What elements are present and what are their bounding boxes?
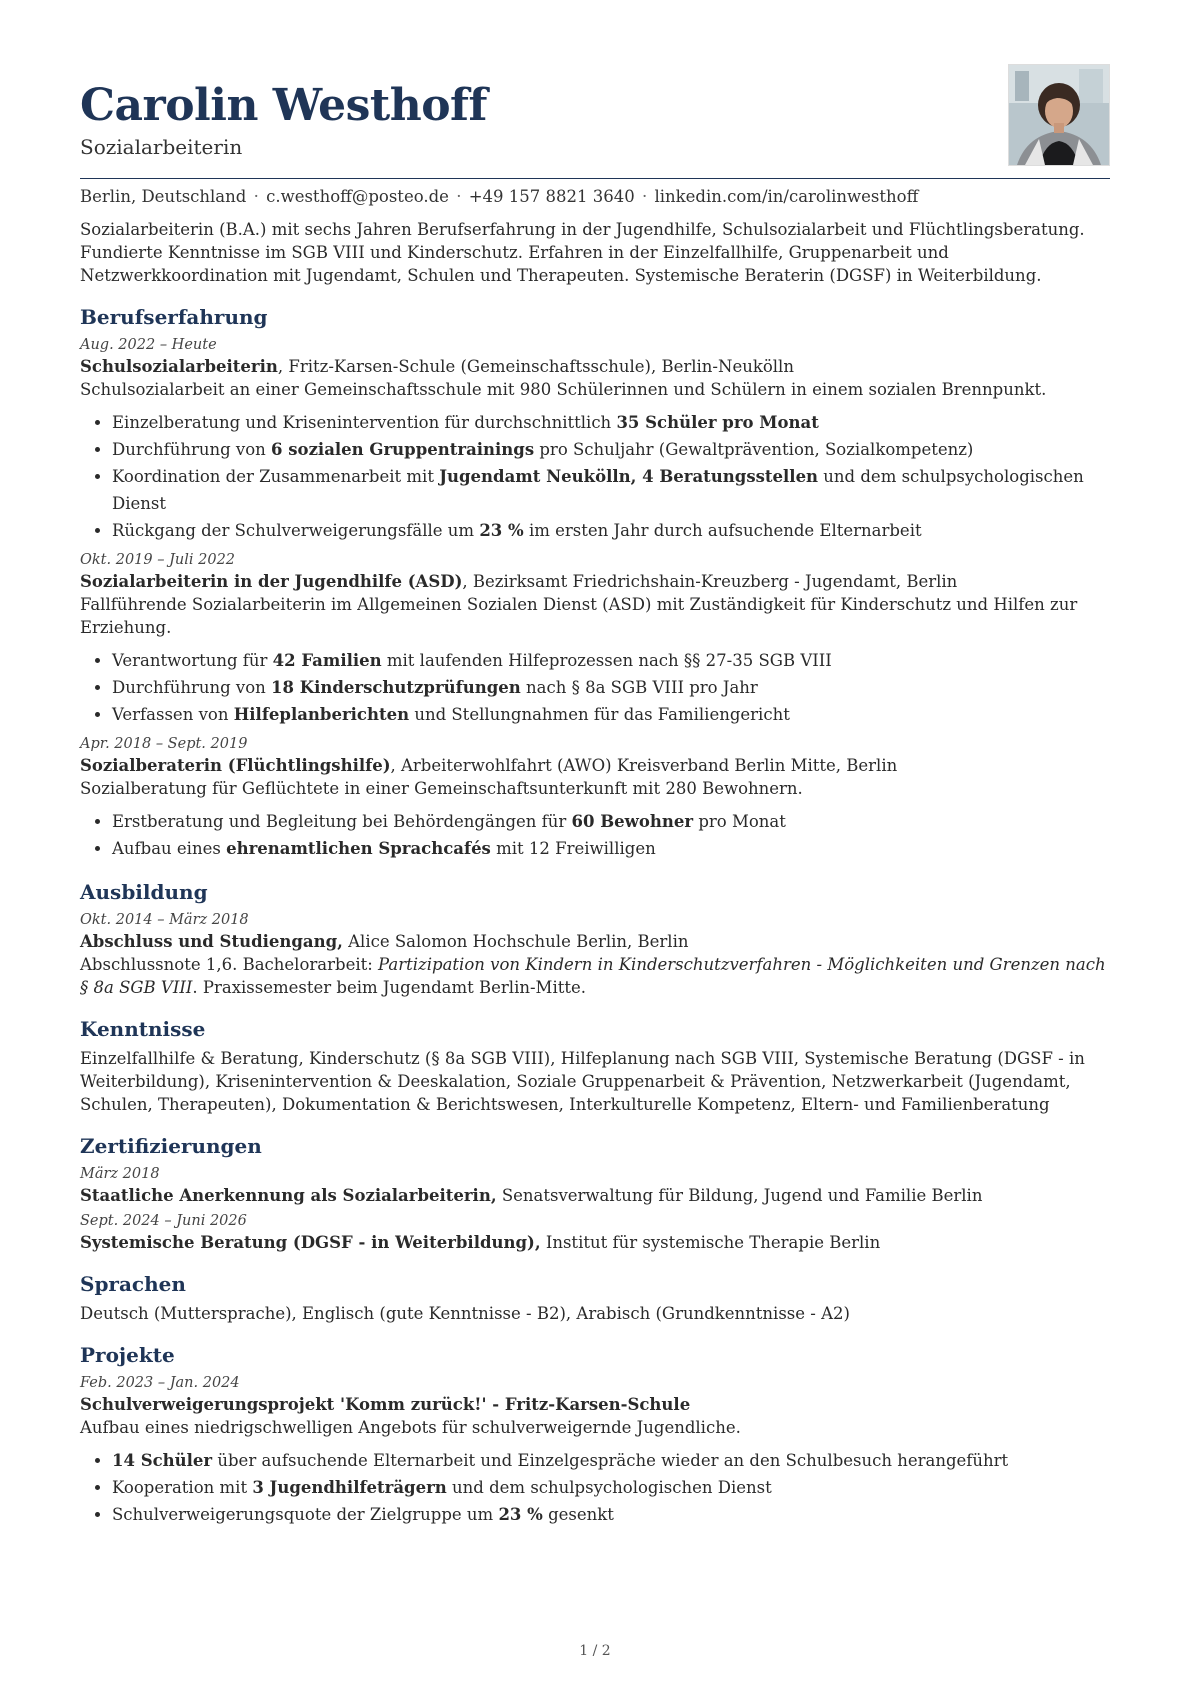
education-degree: Abschluss und Studiengang, <box>80 932 343 951</box>
achievement-item <box>112 409 1110 436</box>
achievement-text: pro Monat <box>693 812 786 831</box>
achievement-item <box>112 808 1110 835</box>
achievement-item <box>112 463 1110 517</box>
certification-entry <box>80 1211 1110 1254</box>
job-title-line <box>80 570 1110 593</box>
contact-email[interactable]: c.westhoff@posteo.de <box>266 187 449 206</box>
achievement-text: Aufbau eines <box>112 839 227 858</box>
achievement-highlight: 18 Kinderschutzprüfungen <box>271 678 521 697</box>
achievement-highlight: Hilfeplanberichten <box>233 705 410 724</box>
contact-separator: · <box>456 187 462 206</box>
job-position: Sozialberaterin (Flüchtlingshilfe) <box>80 756 391 775</box>
job-description: Sozialberatung für Geflüchtete in einer Gemeinschaftsunterkunft mit 280 Bewohnern. <box>80 779 803 798</box>
contact-phone[interactable]: +49 157 8821 3640 <box>468 187 635 206</box>
education-detail <box>80 953 1110 999</box>
achievement-item <box>112 1474 1110 1501</box>
profile-photo <box>1008 64 1110 166</box>
achievement-item <box>112 701 1110 728</box>
achievement-item <box>112 647 1110 674</box>
achievement-text: Koordination der Zusammenarbeit mit <box>112 467 440 486</box>
job-achievements <box>80 647 1110 728</box>
job-entry <box>80 550 1110 728</box>
achievement-text: Verfassen von <box>112 705 234 724</box>
achievement-text: nach § 8a SGB VIII pro Jahr <box>520 678 758 697</box>
job-employer: , Bezirksamt Friedrichshain-Kreuzberg - Jugendamt, Berlin <box>462 572 958 591</box>
section-title-experience: Berufserfahrung <box>80 305 268 329</box>
job-employer: , Arbeiterwohlfahrt (AWO) Kreisverband Berlin Mitte, Berlin <box>390 756 898 775</box>
contact-linkedin[interactable]: linkedin.com/in/carolinwesthoff <box>654 187 919 206</box>
certification-entry <box>80 1164 1110 1207</box>
achievement-text: Rückgang der Schulverweigerungsfälle um <box>112 521 480 540</box>
section-title-languages: Sprachen <box>80 1272 186 1296</box>
section-title-projects: Projekte <box>80 1343 175 1367</box>
achievement-text: gesenkt <box>542 1505 614 1524</box>
certification-date: März 2018 <box>80 1166 160 1182</box>
project-name: Schulverweigerungsprojekt 'Komm zurück!' - Fritz-Karsen-Schule <box>80 1395 691 1414</box>
contact-line <box>80 187 1110 206</box>
education-title-line <box>80 930 1110 953</box>
achievement-text: mit 12 Freiwilligen <box>490 839 656 858</box>
job-date: Aug. 2022 – Heute <box>80 337 217 353</box>
achievement-text: im ersten Jahr durch aufsuchende Elternarbeit <box>523 521 922 540</box>
achievement-highlight: 23 % <box>479 521 524 540</box>
job-entry <box>80 734 1110 862</box>
certification-issuer: Institut für systemische Therapie Berlin <box>540 1233 881 1252</box>
certification-date: Sept. 2024 – Juni 2026 <box>80 1213 247 1229</box>
certification-line <box>80 1184 1110 1207</box>
achievement-text: und Stellungnahmen für das Familiengericht <box>409 705 790 724</box>
achievement-text: und dem schulpsychologischen Dienst <box>446 1478 772 1497</box>
achievement-highlight: 35 Schüler pro Monat <box>616 413 819 432</box>
achievement-text: pro Schuljahr (Gewaltprävention, Sozialkompetenz) <box>534 440 974 459</box>
project-entry <box>80 1373 1110 1528</box>
achievement-highlight: 23 % <box>498 1505 543 1524</box>
job-achievements <box>80 409 1110 544</box>
contact-separator: · <box>253 187 259 206</box>
job-date: Apr. 2018 – Sept. 2019 <box>80 736 248 752</box>
languages-list: Deutsch (Muttersprache), Englisch (gute Kenntnisse - B2), Arabisch (Grundkenntnisse - A2) <box>80 1304 850 1323</box>
contact-separator: · <box>641 187 648 206</box>
job-position: Sozialarbeiterin in der Jugendhilfe (ASD) <box>80 572 463 591</box>
candidate-name: Carolin Westhoff <box>80 80 487 131</box>
achievement-highlight: 14 Schüler <box>112 1451 213 1470</box>
candidate-role: Sozialarbeiterin <box>80 135 243 159</box>
resume-header <box>80 0 1110 180</box>
certification-name: Systemische Beratung (DGSF - in Weiterbildung), <box>80 1233 541 1252</box>
achievement-text: Kooperation mit <box>112 1478 253 1497</box>
achievement-text: und dem schulpsychologischen Dienst <box>112 467 1084 513</box>
job-description: Fallführende Sozialarbeiterin im Allgemeinen Sozialen Dienst (ASD) mit Zuständigkeit für Kinderschutz und Hilfen zur Erziehung. <box>80 595 1078 637</box>
achievement-highlight: 3 Jugendhilfeträgern <box>252 1478 447 1497</box>
education-date: Okt. 2014 – März 2018 <box>80 912 249 928</box>
achievement-text: Einzelberatung und Krisenintervention für durchschnittlich <box>112 413 617 432</box>
achievement-text: mit laufenden Hilfeprozessen nach §§ 27-35 SGB VIII <box>381 651 832 670</box>
skills-list: Einzelfallhilfe & Beratung, Kinderschutz (§ 8a SGB VIII), Hilfeplanung nach SGB VIII, Systemische Beratung (DGSF - in Weiterbildung), Krisenintervention & Deeskalation, Soziale Gruppenarbeit & Prävention, Netzwerkarbeit (Jugendamt, Schulen, Therapeuten), Dokumentation & Berichtswesen, Interkulturelle Kompetenz, Eltern- und Familienberatung <box>80 1049 1085 1114</box>
achievement-item <box>112 1447 1110 1474</box>
education-school: Alice Salomon Hochschule Berlin, Berlin <box>342 932 689 951</box>
achievement-highlight: ehrenamtlichen Sprachcafés <box>226 839 491 858</box>
header-divider <box>80 178 1110 179</box>
achievement-item <box>112 674 1110 701</box>
job-title-line <box>80 355 1110 378</box>
section-title-certifications: Zertifizierungen <box>80 1134 262 1158</box>
certification-name: Staatliche Anerkennung als Sozialarbeiterin, <box>80 1186 497 1205</box>
achievement-highlight: 42 Familien <box>272 651 382 670</box>
education-detail-text: . Praxissemester beim Jugendamt Berlin-Mitte. <box>192 978 586 997</box>
achievement-item <box>112 517 1110 544</box>
achievement-item <box>112 1501 1110 1528</box>
achievement-highlight: Jugendamt Neukölln, 4 Beratungsstellen <box>439 467 819 486</box>
achievement-text: Erstberatung und Begleitung bei Behördengängen für <box>112 812 572 831</box>
job-position: Schulsozialarbeiterin <box>80 357 278 376</box>
certification-issuer: Senatsverwaltung für Bildung, Jugend und Familie Berlin <box>496 1186 983 1205</box>
job-entry <box>80 335 1110 544</box>
profile-summary: Sozialarbeiterin (B.A.) mit sechs Jahren Berufserfahrung in der Jugendhilfe, Schulsozialarbeit und Flüchtlingsberatung. Fundierte Kenntnisse im SGB VIII und Kinderschutz. Erfahren in der Einzelfallhilfe, Gruppenarbeit und Netzwerkkoordination mit Jugendamt, Schulen und Therapeuten. Systemische Beraterin (DGSF) in Weiterbildung. <box>80 220 1085 285</box>
achievement-text: Durchführung von <box>112 440 272 459</box>
achievement-text: über aufsuchende Elternarbeit und Einzelgespräche wieder an den Schulbesuch herangeführt <box>212 1451 1009 1470</box>
job-title-line <box>80 754 1110 777</box>
thesis-title: Partizipation von Kindern in Kinderschutzverfahren - Möglichkeiten und Grenzen nach § 8a SGB VIII <box>80 955 1106 997</box>
job-date: Okt. 2019 – Juli 2022 <box>80 552 236 568</box>
project-date: Feb. 2023 – Jan. 2024 <box>80 1375 240 1391</box>
achievement-text: Verantwortung für <box>112 651 273 670</box>
education-entry <box>80 910 1110 999</box>
achievement-text: Schulverweigerungsquote der Zielgruppe um <box>112 1505 499 1524</box>
achievement-text: Durchführung von <box>112 678 272 697</box>
certification-line <box>80 1231 1110 1254</box>
contact-location: Berlin, Deutschland <box>80 187 247 206</box>
section-title-education: Ausbildung <box>80 880 208 904</box>
job-description: Schulsozialarbeit an einer Gemeinschaftsschule mit 980 Schülerinnen und Schülern in einem sozialen Brennpunkt. <box>80 380 1047 399</box>
page-number: 1 / 2 <box>579 1643 611 1659</box>
achievement-highlight: 6 sozialen Gruppentrainings <box>271 440 535 459</box>
achievement-item <box>112 835 1110 862</box>
achievement-item <box>112 436 1110 463</box>
achievement-highlight: 60 Bewohner <box>571 812 694 831</box>
job-employer: , Fritz-Karsen-Schule (Gemeinschaftsschule), Berlin-Neukölln <box>277 357 794 376</box>
education-detail-text: Abschlussnote 1,6. Bachelorarbeit: <box>80 955 379 974</box>
project-description: Aufbau eines niedrigschwelligen Angebots für schulverweigernde Jugendliche. <box>80 1418 741 1437</box>
section-title-skills: Kenntnisse <box>80 1017 206 1041</box>
job-achievements <box>80 808 1110 862</box>
project-achievements <box>80 1447 1110 1528</box>
